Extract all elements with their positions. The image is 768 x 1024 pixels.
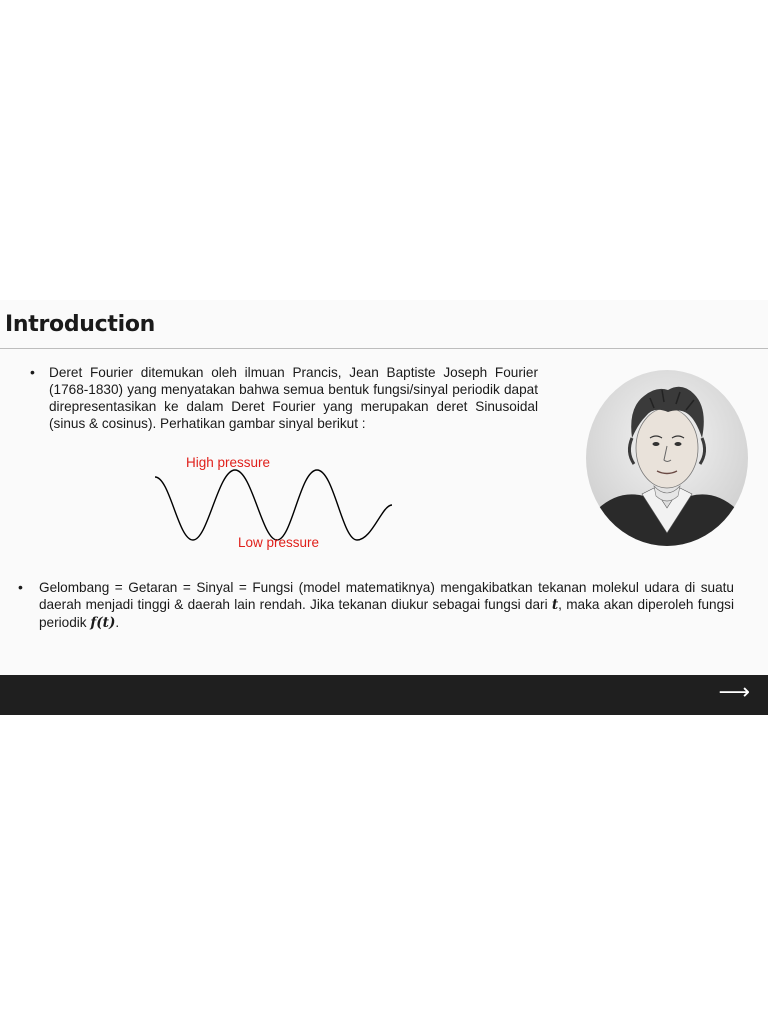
math-variable-t: t	[551, 597, 559, 613]
low-pressure-label: Low pressure	[238, 535, 320, 550]
bullet-text-middle: , maka akan diperoleh fungsi periodik	[39, 597, 734, 630]
sine-wave-diagram	[150, 465, 400, 545]
right-arrow-icon[interactable]: ⟶	[718, 680, 750, 705]
title-divider	[0, 348, 768, 349]
bullet-text-before: Gelombang = Getaran = Sinyal = Fungsi (model matematiknya) mengakibatkan tekanan molekul udara di suatu daerah menjadi tinggi & daerah lain rendah. Jika tekanan diukur sebagai fungsi dari	[39, 580, 734, 612]
slide	[0, 300, 768, 675]
portrait-engraving-icon	[584, 368, 750, 548]
math-function-f-of-t: f(t)	[90, 615, 116, 631]
bullet-marker: •	[18, 579, 23, 595]
bullet-text-after: .	[115, 615, 120, 630]
bullet-paragraph-fourier-intro: Deret Fourier ditemukan oleh ilmuan Prancis, Jean Baptiste Joseph Fourier (1768-1830) yang menyatakan bahwa semua bentuk fungsi/sinyal periodik dapat direpresentasikan ke dalam Deret Fourier yang merupakan deret Sinusoidal (sinus & cosinus). Perhatikan gambar sinyal berikut :	[49, 365, 538, 431]
bullet-marker: •	[30, 364, 35, 380]
slide-footer-bar	[0, 675, 768, 715]
slide-title: Introduction	[5, 312, 156, 337]
high-pressure-label: High pressure	[186, 455, 271, 470]
sine-wave-curve	[155, 470, 392, 540]
bullet-paragraph-pressure-function	[39, 579, 734, 632]
